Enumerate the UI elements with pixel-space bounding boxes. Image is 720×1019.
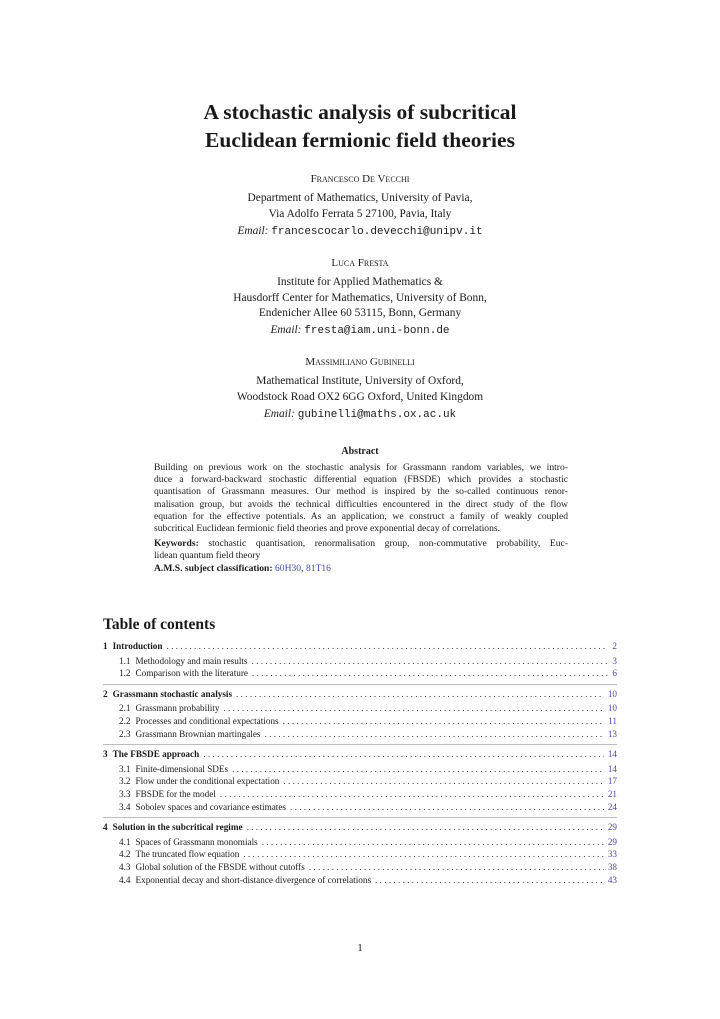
toc-section-entry[interactable] (103, 822, 617, 834)
toc-page-link[interactable]: 11 (608, 716, 617, 726)
affiliation-line: Mathematical Institute, University of Oxford, (256, 375, 464, 388)
toc-leader-dots (243, 849, 603, 859)
keywords-label: Keywords: (154, 538, 199, 550)
toc-subsection-title: Finite-dimensional SDEs (135, 763, 229, 774)
author-block (0, 256, 720, 339)
toc-page-link[interactable]: 6 (612, 668, 617, 679)
toc-subsection-title: Global solution of the FBSDE without cutoffs (135, 862, 305, 872)
toc-leader-dots (252, 668, 608, 678)
toc-page-link[interactable]: 14 (607, 763, 617, 774)
toc-subsection-number: 3.1 (119, 763, 131, 774)
toc-subsection-title: Comparison with the literature (135, 668, 249, 679)
toc-subsection-number: 2.2 (119, 716, 131, 726)
toc-subsection-title: Exponential decay and short-distance divergence of correlations (135, 874, 372, 885)
email-address[interactable]: fresta@iam.uni-bonn.de (304, 325, 450, 338)
toc-subsection-number: 1.2 (119, 668, 131, 679)
keywords-text: stochastic quantisation, renormalisation group, non-commutative probability, Euc- (208, 538, 568, 550)
toc-subsection-entry[interactable] (119, 837, 617, 849)
toc-subsection-entry[interactable] (119, 875, 617, 887)
toc-section-title: The FBSDE approach (112, 749, 200, 760)
affiliation-line: Department of Mathematics, University of Pavia, (247, 192, 473, 205)
toc-subsection-number: 4.2 (119, 849, 131, 860)
abstract-line: duce a forward-backward stochastic differential equation (FBSDE) which provides a stochastic (154, 474, 568, 486)
toc-section-entry[interactable] (103, 641, 617, 653)
toc-leader-dots (252, 656, 609, 666)
email-label: Email: (237, 224, 269, 237)
toc-subsection-number: 3.4 (119, 801, 131, 812)
toc-subsection-entry[interactable] (119, 668, 617, 680)
author-block (0, 355, 720, 423)
toc-section-number: 4 (103, 822, 108, 833)
toc-section-number: 3 (103, 749, 108, 760)
toc-page-link[interactable]: 10 (607, 688, 617, 699)
paper-title (0, 98, 720, 154)
toc-leader-dots (283, 776, 603, 786)
keywords-line: lidean quantum field theory (154, 550, 261, 562)
toc-subsection-entry[interactable] (119, 716, 617, 728)
ams-code-link[interactable]: 81T16 (305, 562, 331, 574)
abstract-heading: Abstract (341, 446, 379, 457)
toc-subsection-number: 3.3 (119, 789, 131, 799)
ams-label: A.M.S. subject classification: (154, 562, 273, 574)
toc-heading: Table of contents (103, 616, 216, 633)
toc-subsection-title: FBSDE for the model (135, 789, 216, 799)
toc-section-entry[interactable] (103, 689, 617, 701)
email-label: Email: (263, 407, 295, 420)
toc-divider (103, 744, 617, 745)
toc-section-entry[interactable] (103, 749, 617, 761)
toc-subsection-title: Methodology and main results (135, 655, 248, 666)
toc-page-link[interactable]: 13 (607, 728, 617, 739)
abstract-line: equation for the effective potentials. As an application, we construct a family of weakly coupled (154, 510, 568, 522)
toc-leader-dots (262, 837, 604, 847)
abstract-line: malisation group, but avoids the technical difficulties encountered in the direct study of the flow (154, 498, 568, 510)
toc-subsection-number: 4.3 (119, 862, 131, 872)
toc-section-title: Introduction (112, 641, 163, 651)
author-email (0, 323, 720, 339)
affiliation-line: Endenicher Allee 60 53115, Bonn, Germany (258, 306, 462, 319)
toc-subsection-entry[interactable] (119, 802, 617, 814)
toc-leader-dots (247, 822, 604, 832)
page-number: 1 (357, 942, 363, 954)
toc-section-title: Grassmann stochastic analysis (112, 688, 233, 699)
ams-classification (154, 563, 568, 575)
keywords (154, 538, 568, 562)
author-name: Luca Fresta (331, 257, 389, 269)
toc-subsection-number: 3.2 (119, 776, 131, 787)
toc-subsection-title: Spaces of Grassmann monomials (135, 836, 258, 847)
toc-subsection-number: 1.1 (119, 655, 131, 666)
toc-subsection-number: 4.1 (119, 836, 131, 847)
toc-leader-dots (309, 862, 604, 872)
author-email (0, 407, 720, 423)
toc-section-number: 2 (103, 688, 108, 699)
email-label: Email: (270, 324, 302, 337)
email-address[interactable]: gubinelli@maths.ox.ac.uk (297, 408, 457, 421)
author-name: Francesco De Vecchi (310, 173, 410, 185)
toc-leader-dots (232, 764, 604, 774)
toc-subsection-title: Sobolev spaces and covariance estimates (135, 801, 287, 812)
toc-subsection-entry[interactable] (119, 656, 617, 668)
toc-subsection-entry[interactable] (119, 849, 617, 861)
toc-page-link[interactable]: 29 (607, 836, 617, 847)
affiliation-line: Hausdorff Center for Mathematics, University of Bonn, (233, 291, 487, 304)
toc-page-link[interactable]: 10 (607, 703, 617, 714)
toc-subsection-entry[interactable] (119, 764, 617, 776)
toc-leader-dots (375, 875, 604, 885)
author-block (0, 172, 720, 240)
toc-page-link[interactable]: 17 (607, 776, 617, 787)
toc-subsection-number: 4.4 (119, 874, 131, 885)
abstract-line: Building on previous work on the stochastic analysis for Grassmann random variables, we intro- (154, 462, 568, 473)
toc-subsection-title: Grassmann Brownian martingales (135, 728, 261, 739)
toc-subsection-entry[interactable] (119, 789, 617, 801)
title-line: A stochastic analysis of subcritical (203, 100, 517, 124)
toc-page-link[interactable]: 2 (612, 641, 617, 651)
ams-separator: , (301, 562, 306, 574)
ams-code-link[interactable]: 60H30 (274, 562, 302, 574)
toc-subsection-title: Flow under the conditional expectation (135, 776, 280, 787)
abstract-body (154, 462, 568, 575)
toc-page-link[interactable]: 14 (607, 749, 617, 760)
toc-leader-dots (236, 689, 604, 699)
affiliation-line: Via Adolfo Ferrata 5 27100, Pavia, Italy (268, 207, 452, 220)
toc-leader-dots (290, 802, 604, 812)
email-address[interactable]: francescocarlo.devecchi@unipv.it (271, 225, 483, 238)
abstract-line: quantisation of Grassmann measures. Our method is inspired by the so-called continuous renor- (154, 486, 568, 498)
title-line: Euclidean fermionic field theories (205, 128, 515, 152)
toc-subsection-title: Grassmann probability (135, 703, 220, 714)
toc-page-link[interactable]: 43 (607, 874, 617, 885)
toc-divider (103, 817, 617, 818)
toc-subsection-title: Processes and conditional expectations (135, 716, 279, 726)
author-name: Massimiliano Gubinelli (305, 356, 415, 368)
toc-leader-dots (223, 703, 603, 713)
toc-page-link[interactable]: 38 (607, 862, 617, 872)
toc-leader-dots (166, 641, 608, 651)
toc-subsection-entry[interactable] (119, 776, 617, 788)
toc-subsection-entry[interactable] (119, 862, 617, 874)
toc-page-link[interactable]: 29 (607, 822, 617, 833)
toc-page-link[interactable]: 21 (607, 789, 617, 799)
toc-divider (103, 684, 617, 685)
toc-page-link[interactable]: 33 (607, 849, 617, 860)
toc-leader-dots (203, 749, 604, 759)
abstract-line: subcritical Euclidean fermionic field theories and prove exponential decay of correlations. (154, 523, 501, 535)
keywords-line (154, 538, 568, 550)
toc-subsection-entry[interactable] (119, 729, 617, 741)
toc-leader-dots (265, 729, 604, 739)
toc-subsection-entry[interactable] (119, 703, 617, 715)
toc-subsection-number: 2.3 (119, 728, 131, 739)
toc-section-title: Solution in the subcritical regime (112, 822, 243, 833)
toc-section-number: 1 (103, 641, 108, 651)
author-email (0, 224, 720, 240)
toc-subsection-number: 2.1 (119, 703, 131, 714)
toc-subsection-title: The truncated flow equation (135, 849, 240, 860)
affiliation-line: Woodstock Road OX2 6GG Oxford, United Kingdom (236, 390, 484, 403)
toc-leader-dots (220, 789, 604, 799)
affiliation-line: Institute for Applied Mathematics & (277, 276, 443, 289)
toc-page-link[interactable]: 3 (612, 655, 617, 666)
toc-page-link[interactable]: 24 (607, 801, 617, 812)
toc-leader-dots (283, 716, 605, 726)
